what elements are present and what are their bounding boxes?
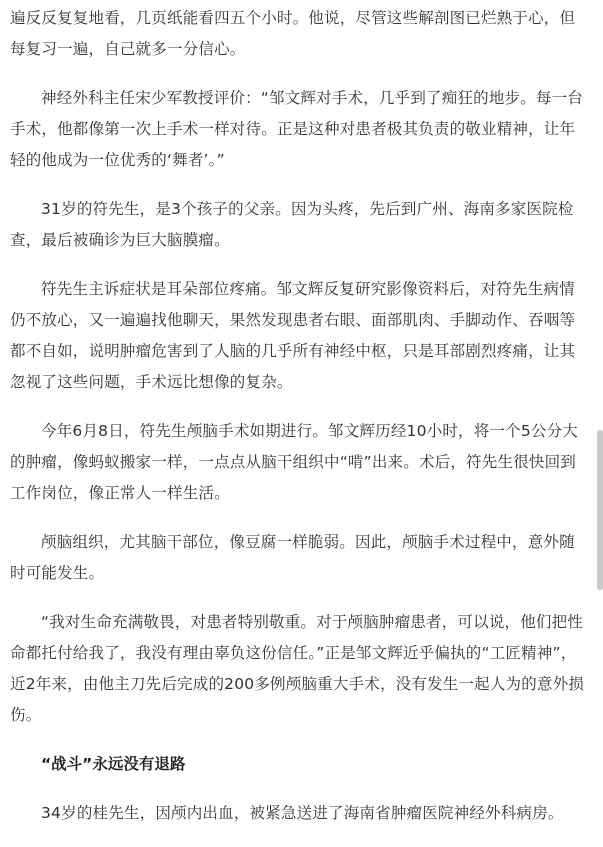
paragraph-4: 符先生主诉症状是耳朵部位疼痛。邹文辉反复研究影像资料后，对符先生病情仍不放心，又一遍遍找他聊天，果然发现患者右眼、面部肌肉、手脚动作、吞咽等都不自如，说明肿瘤危害到了人脑的几乎所有神经中枢，只是耳部剧烈疼痛，让其忽视了这些问题，手术远比想像的复杂。 xyxy=(10,280,576,391)
paragraph-1: 遍反反复复地看，几页纸能看四五个小时。他说，尽管这些解剖图已烂熟于心，但每复习一遍，自己就多一分信心。 xyxy=(10,9,576,58)
paragraph-2: 神经外科主任宋少军教授评价：“邹文辉对手术，几乎到了痴狂的地步。每一台手术，他都像第一次上手术一样对待。正是这种对患者极其负责的敬业精神，让年轻的他成为一位优秀的‘舞者’。” xyxy=(10,89,584,169)
vertical-scrollbar[interactable] xyxy=(597,0,603,835)
paragraph-7: “我对生命充满敬畏，对患者特别敬重。对于颅脑肿瘤患者，可以说，他们把性命都托付给我了，我没有理由辜负这份信任。”正是邹文辉近乎偏执的“工匠精神”，近2年来，由他主刀先后完成的200多例颅脑重大手术，没有发生一起人为的意外损伤。 xyxy=(10,613,585,724)
article-body xyxy=(10,0,590,847)
paragraph-6: 颅脑组织，尤其脑干部位，像豆腐一样脆弱。因此，颅脑手术过程中，意外随时可能发生。 xyxy=(10,533,575,582)
paragraph-5: 今年6月8日，符先生颅脑手术如期进行。邹文辉历经10小时，将一个5公分大的肿瘤，像蚂蚁搬家一样，一点点从脑干组织中“啃”出来。术后，符先生很快回到工作岗位，像正常人一样生活。 xyxy=(10,422,579,502)
section-heading: “战斗”永远没有退路 xyxy=(41,755,186,773)
paragraph-3: 31岁的符先生，是3个孩子的父亲。因为头疼，先后到广州、海南多家医院检查，最后被确诊为巨大脑膜瘤。 xyxy=(10,200,574,249)
paragraph-8: 34岁的桂先生，因颅内出血，被紧急送进了海南省肿瘤医院神经外科病房。 xyxy=(41,804,564,822)
scrollbar-thumb[interactable] xyxy=(597,430,603,590)
